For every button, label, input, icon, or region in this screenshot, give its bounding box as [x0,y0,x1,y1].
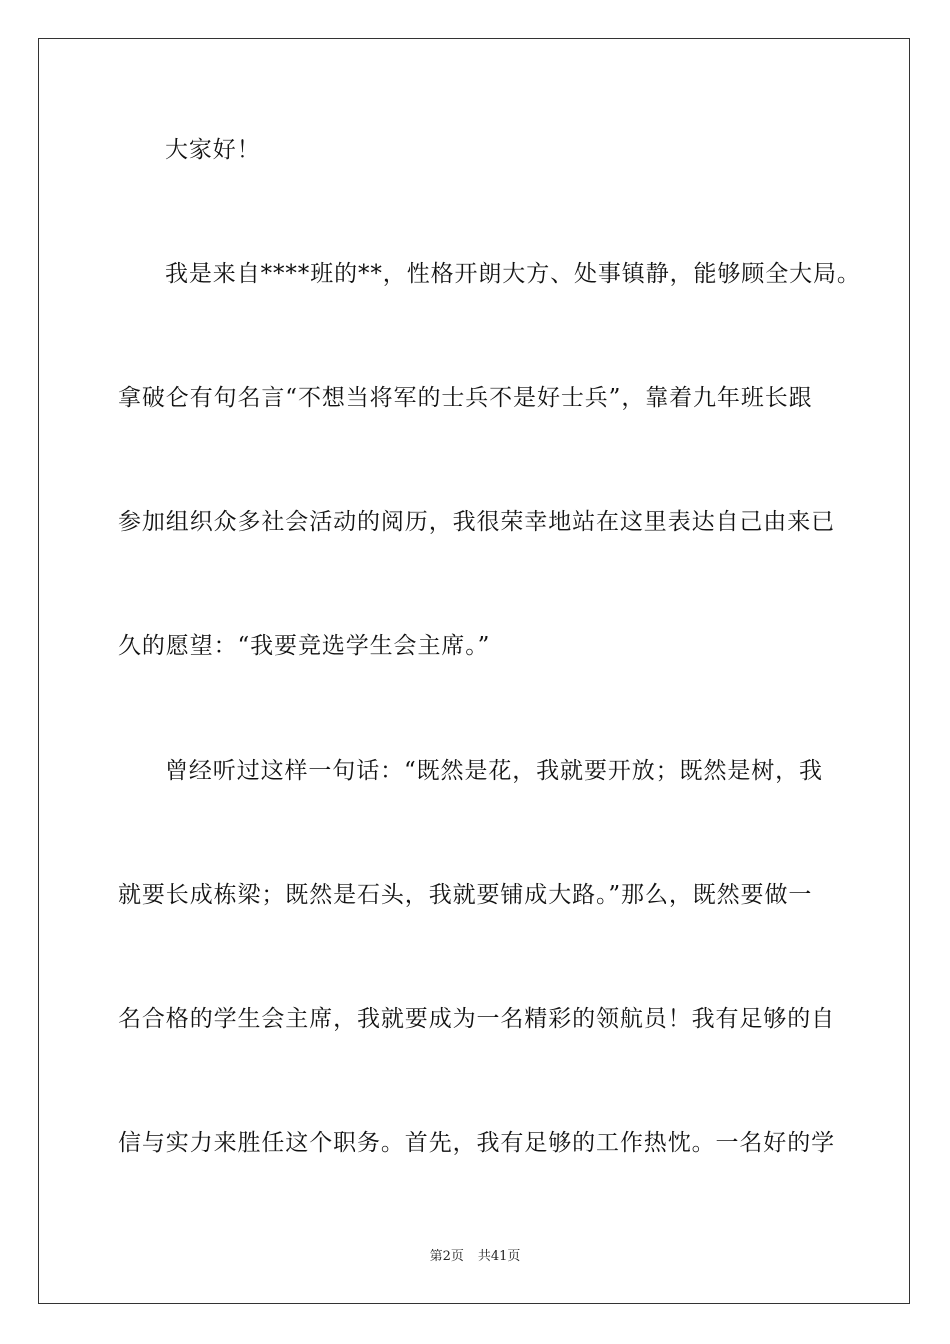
paragraph-line-5: 久的愿望：“我要竞选学生会主席。” [118,633,491,659]
paragraph-line-1: 大家好！ [165,137,261,163]
paragraph-line-6: 曾经听过这样一句话：“既然是花，我就要开放；既然是树，我 [165,758,823,784]
paragraph-line-9: 信与实力来胜任这个职务。首先，我有足够的工作热忱。一名好的学 [118,1130,835,1156]
paragraph-line-2: 我是来自****班的**，性格开朗大方、处事镇静，能够顾全大局。 [165,261,861,287]
paragraph-line-3: 拿破仑有句名言“不想当将军的士兵不是好士兵”，靠着九年班长跟 [118,385,813,411]
page-number: 第2页 [429,1249,464,1264]
paragraph-line-8: 名合格的学生会主席，我就要成为一名精彩的领航员！我有足够的自 [118,1006,835,1032]
total-pages: 共41页 [477,1249,521,1264]
page-border [38,38,910,1304]
page-footer [0,1248,950,1266]
paragraph-line-4: 参加组织众多社会活动的阅历，我很荣幸地站在这里表达自己由来已 [118,509,835,535]
paragraph-line-7: 就要长成栋梁；既然是石头，我就要铺成大路。”那么，既然要做一 [118,882,813,908]
